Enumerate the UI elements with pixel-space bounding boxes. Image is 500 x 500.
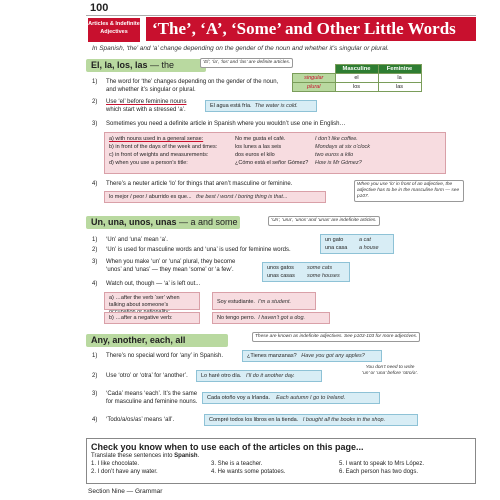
- rule-4: 4) There’s a neuter article ‘lo’ for things that aren’t masculine or feminine.: [92, 181, 293, 187]
- rule-2-cont: which start with a stressed ‘a’.: [106, 107, 186, 113]
- section-heading-indefinite: Un, una, unos, unas — a and some: [86, 216, 240, 229]
- example-gatos: unos gatos some cats unas casas some houses: [262, 262, 350, 282]
- omit-negative-label: b) …after a negative verb:: [104, 312, 200, 324]
- section-tag: Articles & Indefinite Adjectives: [88, 18, 140, 42]
- adjectives-note: These are known as indefinite adjectives. See p103-103 for more adjectives.: [252, 332, 420, 342]
- check-item: 1. I like chocolate.: [91, 461, 140, 467]
- check-heading: Check you know when to use each of the articles on this page...: [91, 442, 364, 452]
- page-number: 100: [90, 2, 109, 14]
- rule-3-4: 4) ‘Todo/a/os/as’ means ‘all’.: [92, 417, 175, 423]
- rule-3-2: 2) Use ‘otro’ or ‘otra’ for ‘another’.: [92, 373, 188, 379]
- definite-note: ‘El’, ‘la’, ‘los’ and ‘las’ are definite articles.: [200, 58, 293, 68]
- page-title: ‘The’, ‘A’, ‘Some’ and Other Little Words: [146, 17, 476, 41]
- example-agua: El agua está fría. The water is cold.: [205, 100, 317, 112]
- check-item: 6. Each person has two dogs.: [339, 469, 419, 475]
- indefinite-note: ‘Un’, ‘una’, ‘unos’ and ‘unas’ are indefinite articles.: [268, 216, 380, 226]
- example-manzanas: ¿Tienes manzanas? Have you got any apples?: [242, 350, 382, 362]
- rule-3-3-cont: for masculine and feminine nouns.: [106, 399, 198, 405]
- check-sentences: [91, 460, 471, 476]
- lo-note: When you use ‘lo’ in front of an adjective, the adjective has to be in the masculine form — see p107.: [354, 180, 464, 202]
- example-estudiante: Soy estudiante. I’m a student.: [212, 292, 316, 310]
- example-todos: Compré todos los libros en la tienda. I bought all the books in the shop.: [204, 414, 418, 426]
- footer: Section Nine — Grammar: [88, 488, 163, 495]
- check-box: [86, 438, 476, 484]
- example-otro: Lo haré otro día. I’ll do it another day.: [196, 370, 322, 382]
- header-rule: [86, 15, 476, 16]
- example-cada: Cada otoño voy a Irlanda. Each autumn I go to Ireland.: [202, 392, 380, 404]
- section-heading-any: Any, another, each, all: [86, 334, 228, 347]
- otro-note: You don’t need to write ‘un’ or ‘una’ before ‘otro/a’.: [362, 365, 419, 376]
- rule-3-1: 1) There’s no special word for ‘any’ in Spanish.: [92, 353, 224, 359]
- rule-2-3: 3) When you make ‘un’ or ‘una’ plural, they become: [92, 259, 236, 265]
- rule-1-cont: and whether it’s singular or plural.: [106, 87, 196, 93]
- rule-3: 3) Sometimes you need a definite article in Spanish where you wouldn’t use one in English…: [92, 121, 346, 127]
- example-lo: lo mejor / peor / aburrido es que... the best / worst / boring thing is that...: [104, 191, 326, 203]
- intro-text: In Spanish, ‘the’ and ‘a’ change depending on the gender of the noun and whether it’s singular or plural.: [92, 45, 389, 52]
- rule-2-2: 2) ‘Un’ is used for masculine words and ‘una’ is used for feminine words.: [92, 247, 291, 253]
- rule-2-3-cont: ‘unos’ and ‘unas’ — they mean ‘some’ or ‘a few’.: [106, 267, 234, 273]
- check-item: 5. I want to speak to Mrs López.: [339, 461, 425, 467]
- rule-1: 1) The word for ‘the’ changes depending on the gender of the noun,: [92, 79, 279, 85]
- definite-uses-box: a) with nouns used in a general sense: No me gusta el café. I don’t like coffee. b) in front of the days of the week and times: los lunes a las seis Mondays at six o’clock c) in front of weights and measurements: dos euros el kilo two euros a kilo d) when you use a person’s title: ¿Cómo está el señor Gómez? How is Mr Gómez?: [104, 132, 446, 174]
- check-item: 4. He wants some potatoes.: [211, 469, 286, 475]
- check-item: 3. She is a teacher.: [211, 461, 263, 467]
- rule-2-4: 4) Watch out, though — ‘a’ is left out...: [92, 281, 201, 287]
- check-item: 2. I don’t have any water.: [91, 469, 158, 475]
- example-gato: un gato a cat una casa a house: [320, 234, 394, 254]
- example-perro: No tengo perro. I haven’t got a dog.: [212, 312, 330, 324]
- check-instruction: Translate these sentences into Spanish.: [91, 453, 200, 459]
- rule-2: 2) Use ‘el’ before feminine nouns: [92, 99, 187, 105]
- rule-3-3: 3) ‘Cada’ means ‘each’. It’s the same: [92, 391, 198, 397]
- rule-2-1: 1) ‘Un’ and ‘una’ mean ‘a’.: [92, 237, 168, 243]
- section-heading-definite: El, la, los, las — the: [86, 59, 206, 72]
- omit-occupation-label: a) …after the verb ‘ser’ when talking about someone’s: [104, 292, 200, 310]
- gender-table: Masculine Feminine singular el la plural los las: [292, 64, 422, 92]
